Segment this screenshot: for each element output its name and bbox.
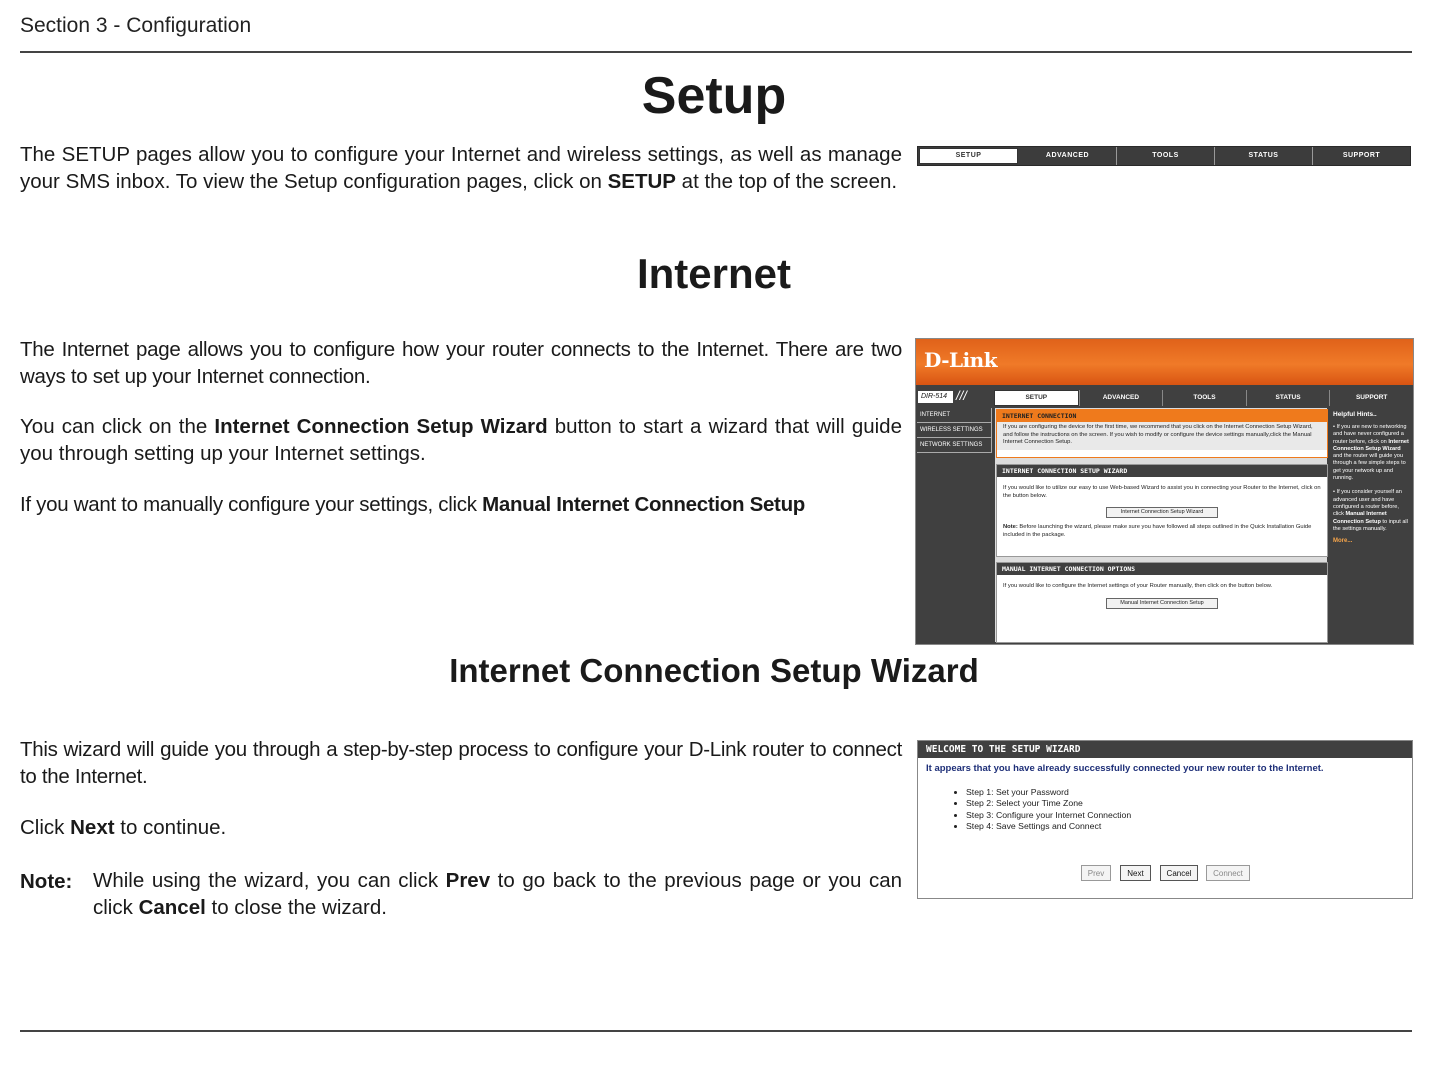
wizard-intro: It appears that you have already successfully connected your new router to the Internet. <box>926 763 1324 774</box>
next-button[interactable]: Next <box>1120 865 1151 881</box>
manual-options-title: MANUAL INTERNET CONNECTION OPTIONS <box>997 563 1327 575</box>
internet-paragraph-2: You can click on the Internet Connection Setup Wizard button to start a wizard that will guide you through setting up your Internet settings. <box>20 415 902 465</box>
internet-connection-box <box>996 409 1328 458</box>
internet-title: Internet <box>636 250 791 297</box>
nav-tab-setup[interactable]: SETUP <box>919 148 1018 164</box>
manual-options-box <box>996 562 1328 643</box>
nav-tab-support[interactable]: SUPPORT <box>1342 152 1381 159</box>
setup-wizard-box <box>996 464 1328 557</box>
manual-internet-connection-setup-button[interactable]: Manual Internet Connection Setup <box>1106 598 1218 609</box>
footer-divider <box>20 1030 1412 1032</box>
hint-1: • If you are new to networking and have never configured a router before, click on Internet Connection Setup Wizard and the router will guide you through a few simple steps to get your network up and running. <box>1333 424 1409 482</box>
internet-connection-title: INTERNET CONNECTION <box>997 410 1327 422</box>
wizard-note-label: Note: <box>20 870 73 893</box>
helpful-hints-title: Helpful Hints.. <box>1333 411 1377 418</box>
connect-button[interactable]: Connect <box>1206 865 1250 881</box>
setup-paragraph: The SETUP pages allow you to configure your Internet and wireless settings, as well as manage your SMS inbox. To view the Setup configuration pages, click on SETUP at the top of the screen. <box>20 143 902 193</box>
wizard-step: • Step 3: Configure your Internet Connection <box>966 810 1131 821</box>
setup-wizard-box-text: If you would like to utilize our easy to use Web-based Wizard to assist you in connecting your Router to the Internet, click on the button below. <box>1003 485 1321 499</box>
hint-2: • If you consider yourself an advanced user and have configured a router before, click Manual Internet Connection Setup to input all the settings manually. <box>1333 489 1408 532</box>
internet-paragraph-1: The Internet page allows you to configure how your router connects to the Internet. There are two ways to set up your Internet connection. <box>20 338 902 388</box>
wizard-note-text: While using the wizard, you can click Prev to go back to the previous page or you can click Cancel to close the wizard. <box>93 869 902 919</box>
section-label: Section 3 - Configuration <box>20 14 252 37</box>
router-ui-screenshot <box>915 338 1414 645</box>
wizard-step: • Step 4: Save Settings and Connect <box>966 821 1131 832</box>
wizard-ui-screenshot <box>917 740 1413 899</box>
wizard-paragraph-1: This wizard will guide you through a step-by-step process to configure your D-Link router to connect to the Internet. <box>20 738 902 788</box>
internet-connection-setup-wizard-button[interactable]: Internet Connection Setup Wizard <box>1106 507 1218 518</box>
nav-tab-status[interactable]: STATUS <box>1215 147 1313 165</box>
router-sidebar <box>917 408 992 453</box>
setup-wizard-box-title: INTERNET CONNECTION SETUP WIZARD <box>997 465 1327 477</box>
hints-more-link[interactable]: More... <box>1333 538 1353 545</box>
wizard-title: Internet Connection Setup Wizard <box>449 652 979 689</box>
internet-paragraph-3: If you want to manually configure your settings, click Manual Internet Connection Setup <box>20 493 806 516</box>
cancel-button[interactable]: Cancel <box>1160 865 1198 881</box>
sidebar-item-wireless-settings[interactable]: WIRELESS SETTINGS <box>917 423 992 438</box>
setup-wizard-note: Note: Before launching the wizard, please make sure you have followed all steps outlined in the Quick Installation Guide included in the package. <box>1003 524 1312 538</box>
router-tabs <box>994 390 1413 406</box>
header-divider <box>20 51 1412 53</box>
router-tab-tools[interactable]: TOOLS <box>1162 390 1246 406</box>
manual-options-text: If you would like to configure the Internet settings of your Router manually, then click on the button below. <box>1003 583 1273 589</box>
wizard-paragraph-2: Click Next to continue. <box>20 816 227 839</box>
sidebar-item-network-settings[interactable]: NETWORK SETTINGS <box>917 438 992 453</box>
setup-nav-bar <box>917 146 1411 166</box>
router-tab-advanced[interactable]: ADVANCED <box>1079 390 1163 406</box>
wizard-steps-list <box>956 787 1131 832</box>
router-main-panel <box>995 408 1327 642</box>
helpful-hints-panel <box>1330 408 1412 642</box>
router-tab-status[interactable]: STATUS <box>1246 390 1330 406</box>
wizard-step: • Step 2: Select your Time Zone <box>966 798 1131 809</box>
prev-button[interactable]: Prev <box>1081 865 1111 881</box>
wizard-header: WELCOME TO THE SETUP WIZARD <box>918 741 1412 758</box>
internet-connection-text: If you are configuring the device for the first time, we recommend that you click on the Internet Connection Setup Wizard, and follow the instructions on the screen. If you wish to modify or configure the device settings manually,click the Manual Internet Connection Setup. <box>997 422 1327 450</box>
model-slashes: /// <box>956 388 967 403</box>
dlink-logo: D-Link <box>924 348 998 372</box>
router-tab-setup[interactable]: SETUP <box>994 390 1079 406</box>
wizard-step: • Step 1: Set your Password <box>966 787 1131 798</box>
setup-title: Setup <box>641 67 787 125</box>
nav-tab-tools[interactable]: TOOLS <box>1117 147 1215 165</box>
router-tab-support[interactable]: SUPPORT <box>1329 390 1413 406</box>
model-label: DIR-514 <box>918 391 953 403</box>
nav-tab-advanced[interactable]: ADVANCED <box>1019 147 1117 165</box>
sidebar-item-internet[interactable]: INTERNET <box>917 408 992 423</box>
